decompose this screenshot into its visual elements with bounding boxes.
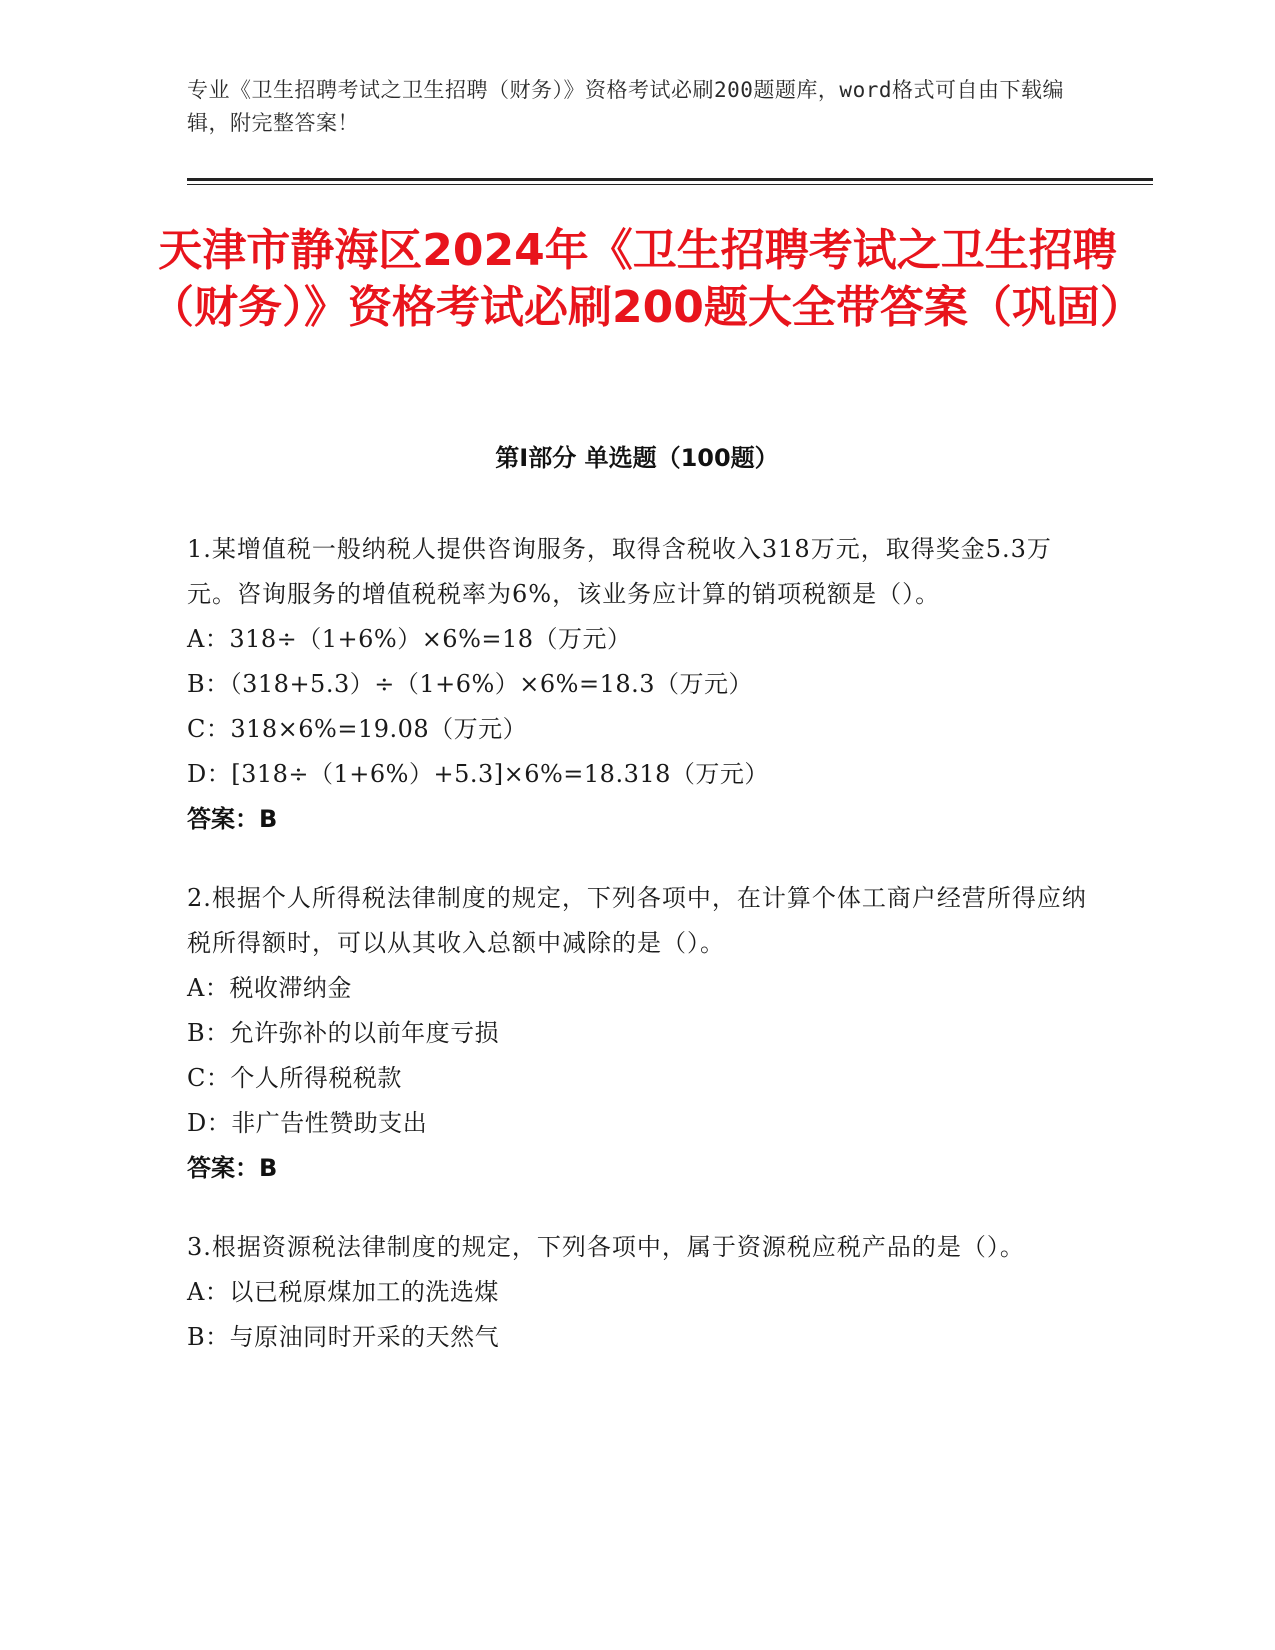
header-divider-thick [187, 178, 1153, 181]
option-a: A：以已税原煤加工的洗选煤 [187, 1278, 499, 1306]
option-b: B：允许弥补的以前年度亏损 [187, 1019, 500, 1047]
question-stem: 1.某增值税一般纳税人提供咨询服务，取得含税收入318万元，取得奖金5.3万元。咨询服务的增值税税率为6%，该业务应计算的销项税额是（）。 [187, 535, 1052, 608]
option-d: D：[318÷（1+6%）+5.3]×6%=18.318（万元） [187, 760, 769, 788]
header-note: 专业《卫生招聘考试之卫生招聘（财务）》资格考试必刷200题题库，word格式可自由下载编辑，附完整答案！ [187, 78, 1064, 135]
option-c: C：个人所得税税款 [187, 1064, 402, 1092]
answer: 答案：B [187, 1154, 278, 1182]
question-list [187, 527, 1087, 1394]
option-b: B：（318+5.3）÷（1+6%）×6%=18.3（万元） [187, 670, 754, 698]
header-divider-thin [187, 184, 1153, 185]
option-b: B：与原油同时开采的天然气 [187, 1323, 500, 1351]
option-a: A：税收滞纳金 [187, 974, 352, 1002]
question-3 [187, 1225, 1087, 1360]
answer: 答案：B [187, 805, 278, 833]
question-stem: 3.根据资源税法律制度的规定，下列各项中，属于资源税应税产品的是（）。 [187, 1233, 1025, 1261]
option-c: C：318×6%=19.08（万元） [187, 715, 528, 743]
document-title: 天津市静海区2024年《卫生招聘考试之卫生招聘（财务）》资格考试必刷200题大全带答案（巩固） [150, 225, 1144, 333]
question-stem: 2.根据个人所得税法律制度的规定，下列各项中，在计算个体工商户经营所得应纳税所得额时，可以从其收入总额中减除的是（）。 [187, 884, 1087, 957]
question-1 [187, 527, 1087, 842]
option-d: D：非广告性赞助支出 [187, 1109, 428, 1137]
option-a: A：318÷（1+6%）×6%=18（万元） [187, 625, 632, 653]
question-2 [187, 876, 1087, 1191]
section-title: 第I部分 单选题（100题） [495, 444, 779, 472]
